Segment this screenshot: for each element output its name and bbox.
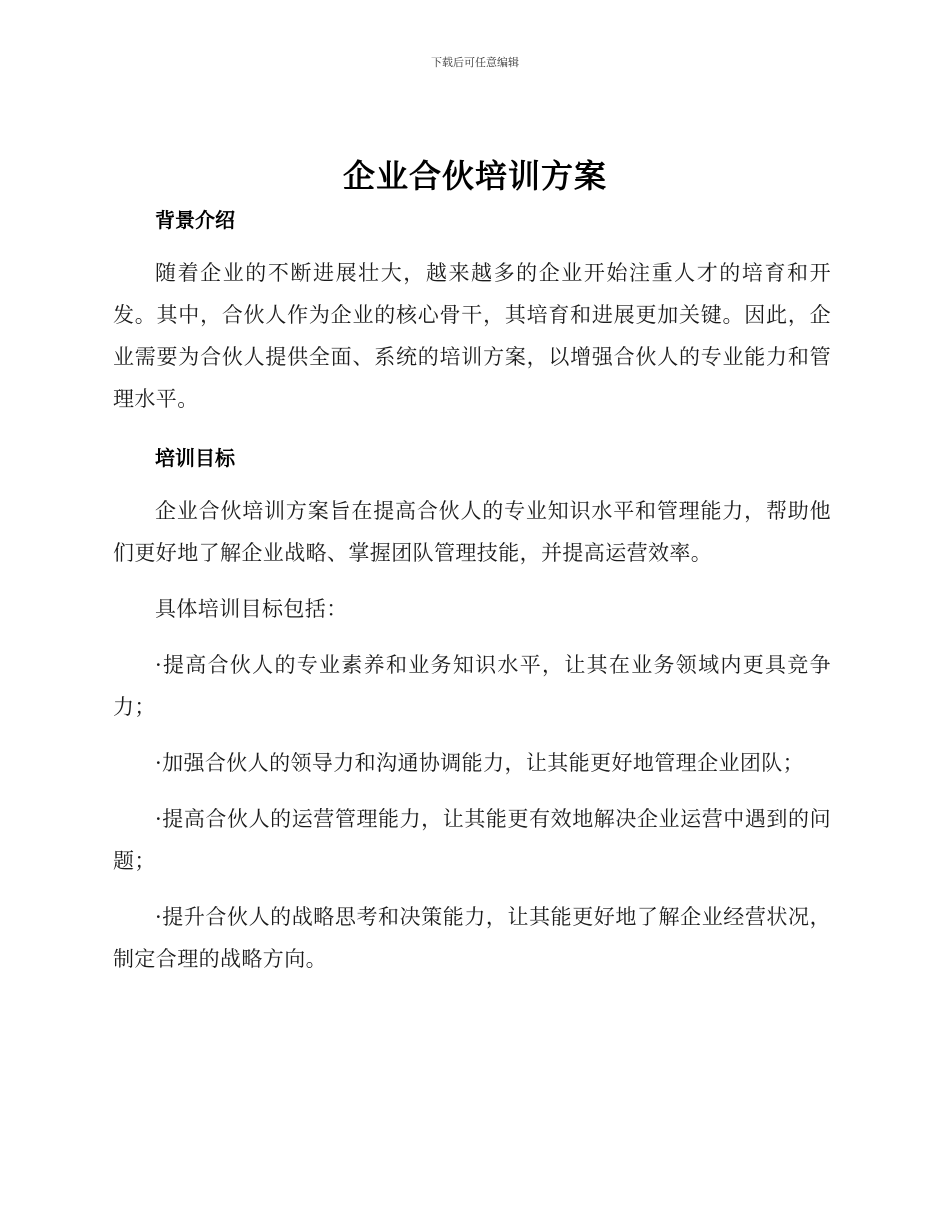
goal-item-3: ·提高合伙人的运营管理能力，让其能更有效地解决企业运营中遇到的问题； bbox=[113, 807, 831, 873]
document-title: 企业合伙培训方案 bbox=[342, 157, 607, 195]
goals-paragraph: 企业合伙培训方案旨在提高合伙人的专业知识水平和管理能力，帮助他们更好地了解企业战略、掌握团队管理技能，并提高运营效率。 bbox=[113, 499, 831, 565]
goal-item-2: ·加强合伙人的领导力和沟通协调能力，让其能更好地管理企业团队； bbox=[155, 751, 805, 775]
document-body bbox=[113, 202, 831, 980]
header-note: 下载后可任意编辑 bbox=[431, 56, 519, 69]
background-paragraph: 随着企业的不断进展壮大，越来越多的企业开始注重人才的培育和开发。其中，合伙人作为企业的核心骨干，其培育和进展更加关键。因此，企业需要为合伙人提供全面、系统的培训方案，以增强合伙人的专业能力和管理水平。 bbox=[113, 261, 831, 411]
section-heading-background: 背景介绍 bbox=[155, 208, 235, 232]
goal-item-1: ·提高合伙人的专业素养和业务知识水平，让其在业务领域内更具竞争力； bbox=[113, 653, 831, 719]
goals-intro: 具体培训目标包括： bbox=[155, 597, 348, 621]
section-heading-goals: 培训目标 bbox=[155, 446, 235, 470]
goal-item-4: ·提升合伙人的战略思考和决策能力，让其能更好地了解企业经营状况，制定合理的战略方向。 bbox=[113, 905, 831, 971]
